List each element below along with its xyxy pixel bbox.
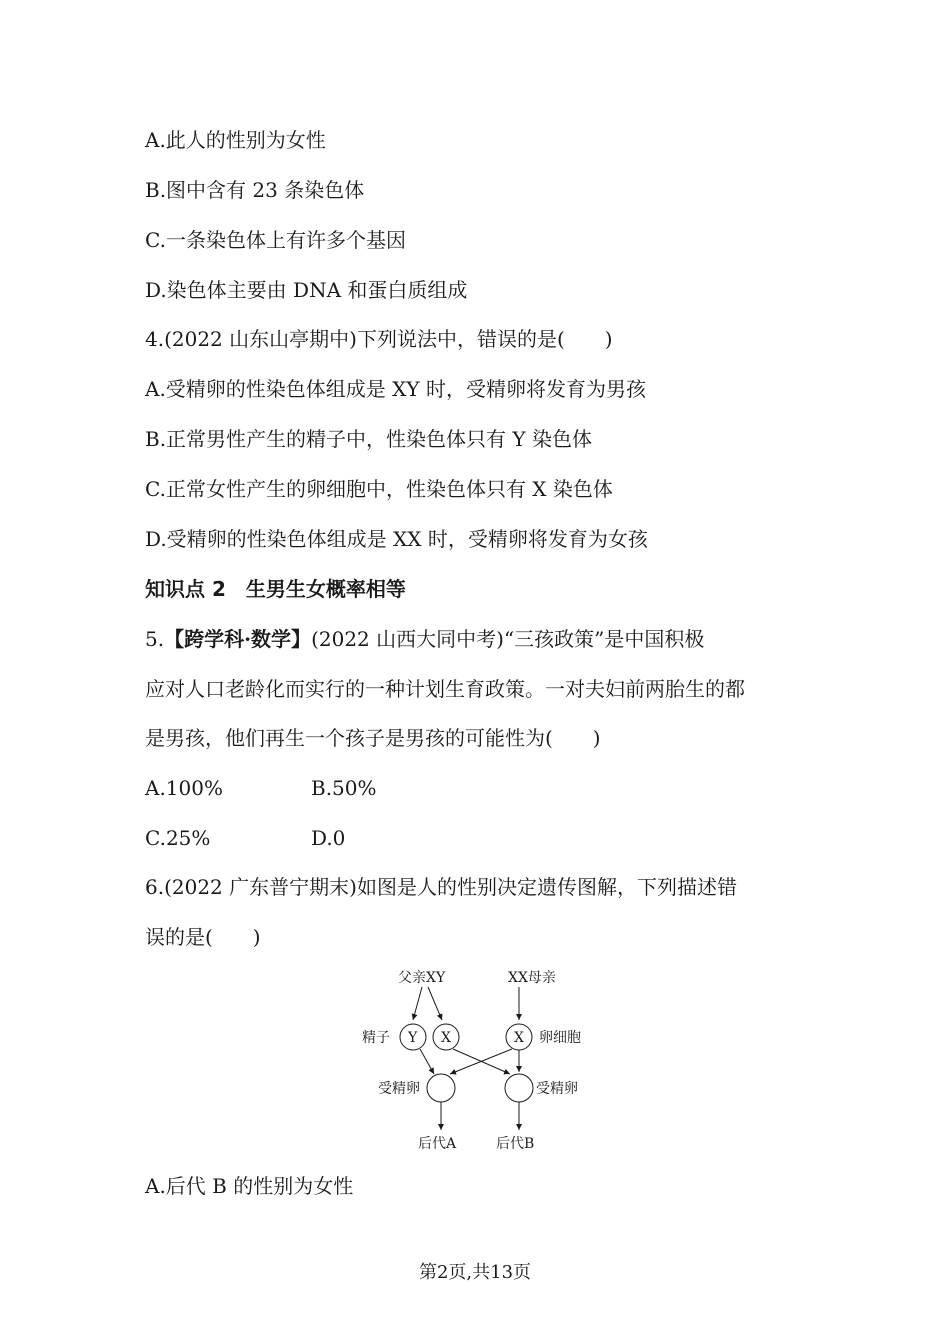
q5-option-a: A.100% (145, 776, 223, 800)
arrow-sperm-y-to-zygote-b (420, 1049, 434, 1074)
q5-stem-line3: 是男孩，他们再生一个孩子是男孩的可能性为( ) (145, 726, 601, 750)
q4-option-d: D.受精卵的性染色体组成是 XX 时，受精卵将发育为女孩 (145, 527, 648, 551)
q4-option-a: A.受精卵的性染色体组成是 XY 时，受精卵将发育为男孩 (145, 377, 646, 401)
section-heading: 知识点 2 生男生女概率相等 (145, 577, 406, 601)
offspring-a-label: 后代A (418, 1136, 457, 1152)
q5-stem-text: (2022 山西大同中考)“三孩政策”是中国积极 (311, 627, 705, 651)
q4-option-b: B.正常男性产生的精子中，性染色体只有 Y 染色体 (145, 427, 592, 451)
q6-stem-line2: 误的是( ) (145, 925, 261, 949)
zygote-right-label: 受精卵 (536, 1081, 578, 1097)
sperm-label: 精子 (362, 1030, 390, 1046)
q5-stem-line2: 应对人口老龄化而实行的一种计划生育政策。一对夫妇前两胎生的都 (145, 677, 745, 701)
q3-option-d: D.染色体主要由 DNA 和蛋白质组成 (145, 278, 468, 302)
father-label: 父亲XY (398, 970, 446, 986)
zygote-left-label: 受精卵 (378, 1081, 420, 1097)
egg-label: 卵细胞 (539, 1030, 581, 1046)
q6-stem-line1: 6.(2022 广东普宁期末)如图是人的性别决定遗传图解，下列描述错 (145, 875, 737, 899)
zygote-left-circle (427, 1074, 455, 1102)
mother-label: XX母亲 (508, 970, 556, 986)
q6-option-a: A.后代 B 的性别为女性 (145, 1174, 354, 1198)
q5-stem-line1 (145, 625, 704, 653)
q3-option-b: B.图中含有 23 条染色体 (145, 178, 365, 202)
egg-x-text: X (514, 1030, 524, 1046)
q5-option-d: D.0 (311, 826, 346, 850)
q5-tag: 【跨学科·数学】 (164, 627, 312, 651)
q5-option-c: C.25% (145, 826, 211, 850)
q4-stem: 4.(2022 山东山亭期中)下列说法中，错误的是( ) (145, 327, 613, 351)
sperm-x-text: X (441, 1030, 451, 1046)
q4-option-c: C.正常女性产生的卵细胞中，性染色体只有 X 染色体 (145, 477, 613, 501)
sperm-y-text: Y (408, 1030, 418, 1046)
sex-determination-diagram (340, 960, 610, 1160)
q5-option-b: B.50% (311, 776, 377, 800)
arrow-father-to-sperm-x (428, 987, 442, 1020)
q5-number: 5. (145, 627, 165, 651)
offspring-b-label: 后代B (496, 1136, 535, 1152)
q3-option-a: A.此人的性别为女性 (145, 128, 326, 152)
q3-option-c: C.一条染色体上有许多个基因 (145, 228, 406, 252)
zygote-right-circle (505, 1074, 533, 1102)
arrow-father-to-sperm-y (413, 987, 422, 1020)
arrow-egg-to-zygote-left (450, 1049, 512, 1074)
page-footer: 第2页,共13页 (418, 1262, 532, 1283)
